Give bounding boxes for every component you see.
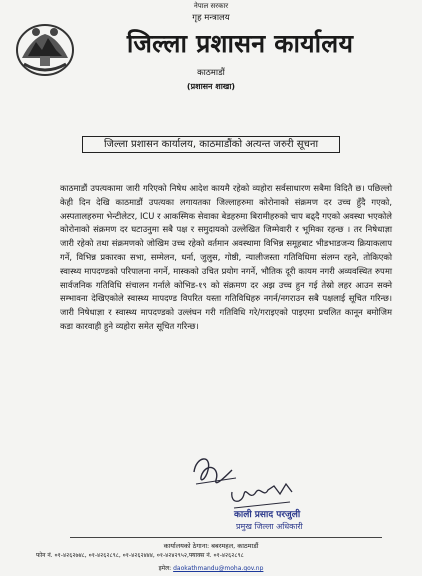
signatory-name: काली प्रसाद परजुली: [234, 510, 301, 520]
footer-divider: [70, 537, 382, 538]
government-name: नेपाल सरकार: [193, 2, 229, 10]
footer-address: कार्यालयको ठेगाना: बबरमहल, काठमाडौं: [163, 542, 259, 550]
notice-body: काठमाडौं उपत्यकामा जारी गरिएको निषेध आदेश कायमै रहेको व्यहोरा सर्वसाधारण सबैमा विदितै छ। पछिल्लो केही दिन देखि काठमाडौं उपत्यका लगायतका जिल्लाहरुमा कोरोनाको संक्रमण दर उच्च हुँदै गएको, अस्पतालहरुमा भेन्टीलेटर, ICU र आकस्मिक सेवाका बेडहरुमा बिरामीहरुको चाप बढ्दै गएको अवस्था भएकोले कोरोनाको संक्रमण दर घटाउनुमा सबै पक्ष र समुदायको उल्लेखित जिम्मेवारी र भूमिका रहन्छ । तर निषेधाज्ञा जारी रहेको तथा संक्रमणको जोखिम उच्च रहेको वर्तमान अवस्थामा विभिन्न समूहबाट भीडभाडजन्य क्रियाकलाप गर्ने, विभिन्न प्रकारका सभा, सम्मेलन, धर्ना, जुलुस, गोष्ठी, न्यालीजस्ता गतिविधिमा संलग्न रहने, तोकिएको स्वास्थ्य मापदण्डको परिपालना नगर्ने, मास्कको उचित प्रयोग नगर्ने, भौतिक दूरी कायम नगरी अव्यवस्थित रुपमा सार्वजनिक गतिविधि संचालन गर्नाले कोभिड-१९ को संक्रमण दर अझ उच्च हुन गई तेस्रो लहर आउन सक्ने सम्भावना देखिएकोले स्वास्थ्य मापदण्ड विपरित यस्ता गतिविधिहरु नगर्न/नगराउन सबै पक्षलाई सूचित गरिन्छ। जारी निषेधाज्ञा र स्वास्थ्य मापदण्डको उल्लंघन गरी गतिविधि गरे/गराइएको पाइएमा प्रचलित कानून बमोजिम कडा कारवाही हुने व्यहोरा समेत सूचित गरिन्छ।: [60, 183, 392, 331]
ministry-name: गृह मन्त्रालय: [192, 13, 230, 23]
office-branch: (प्रशासन शाखा): [186, 82, 236, 91]
office-city: काठमाडौं: [197, 68, 225, 78]
footer-email: [0, 564, 422, 572]
signatory-title: प्रमुख जिल्ला अधिकारी: [236, 522, 303, 531]
office-title: जिल्ला प्रशासन कार्यालय: [126, 29, 354, 58]
footer-email-label: इमेल:: [158, 565, 172, 572]
footer-email-link[interactable]: daokathmandu@moha.gov.np: [173, 565, 264, 572]
footer-phone: फोन नं. ०१-४२६२७४८, ०१-४२६२८९८, ०१-४२६२४४४, ०१-४२४२९५२,फ्याक्स नं. ०१-४२६२८९८: [36, 552, 244, 559]
notice-title: जिल्ला प्रशासन कार्यालय, काठमाडौंको अत्यन्त जरुरी सूचना: [82, 136, 340, 153]
